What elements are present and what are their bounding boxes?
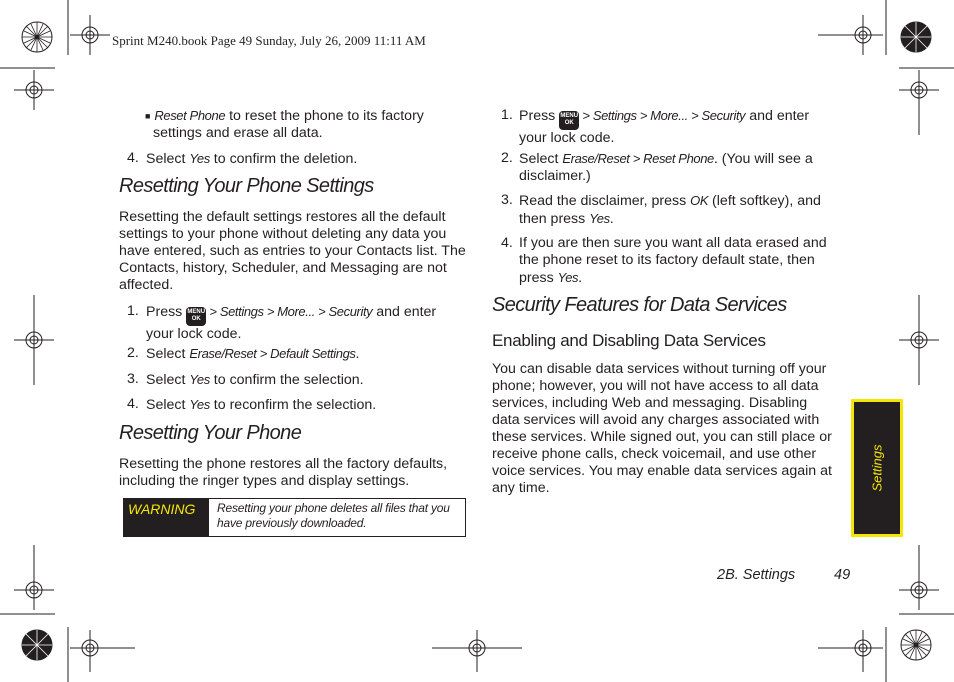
para-line: have entered, such as entries to your Contacts list. The [119, 243, 466, 259]
step-post: and enter [372, 304, 437, 320]
bullet-text-1: to reset the phone to its factory [225, 108, 424, 124]
step-post: (left softkey), and [708, 193, 821, 209]
warning-box [123, 498, 466, 537]
para-line: any time. [492, 480, 550, 496]
para-line: phone; however, you will not have access to all data [492, 378, 819, 394]
bullet-icon: ■ [145, 111, 151, 121]
step-post: to confirm the selection. [209, 372, 364, 388]
para-line: Resetting the default settings restores all the default [119, 209, 446, 225]
step-number: 1. [127, 303, 139, 319]
step-number: 1. [501, 107, 513, 123]
step-number: 4. [127, 396, 139, 412]
step-term: Yes [557, 270, 579, 285]
step-post: . [355, 346, 360, 362]
step-term: Erase/Reset > Reset Phone [562, 151, 714, 166]
page-number: 49 [834, 567, 851, 583]
settings-step-4 [127, 396, 377, 413]
footer-section: 2B. Settings [717, 567, 796, 583]
step-line2: the phone reset to its factory default state, then [519, 252, 815, 268]
step-line3: press [519, 270, 558, 286]
step-post: . [578, 270, 583, 286]
para-line: voice services. You may enable data services again at [492, 463, 832, 479]
step-term: Yes [189, 372, 210, 387]
step-line2: your lock code. [519, 130, 615, 146]
menu-path: > Settings > More... > Security [579, 108, 746, 123]
section-paragraph-data [492, 361, 832, 497]
data-step-1 [501, 107, 810, 146]
section-paragraph-settings [119, 209, 466, 294]
side-tab [851, 399, 903, 537]
book-header: Sprint M240.book Page 49 Sunday, July 26, 2009 11:11 AM [112, 33, 426, 48]
step-pre: Read the disclaimer, press [519, 193, 691, 209]
step-pre: Press [146, 304, 187, 320]
bullet-term: Reset Phone [154, 108, 226, 123]
step-line2: disclaimer.) [519, 168, 591, 184]
step-number: 3. [501, 192, 513, 208]
para-line: Resetting the phone restores all the factory defaults, [119, 456, 448, 472]
settings-step-2 [127, 345, 360, 362]
step-pre: Select [519, 151, 563, 167]
para-line: services, including Web and messaging. Disabling [492, 395, 808, 411]
step-post: . [609, 211, 614, 227]
menu-ok-key-icon: MENU OK [559, 111, 579, 130]
settings-step-1 [127, 303, 437, 342]
step-line1: If you are then sure you want all data erased and [519, 235, 827, 251]
step-line2: your lock code. [146, 326, 242, 342]
step-line2: then press [519, 211, 590, 227]
step-pre: Press [519, 108, 560, 124]
step-pre: Select [146, 372, 190, 388]
warning-label: WARNING [124, 499, 209, 536]
para-line: Contacts, history, Scheduler, and Messaging are not [119, 260, 447, 276]
data-step-3 [501, 192, 821, 227]
step-4-delete [127, 150, 358, 167]
step-number: 3. [127, 371, 139, 387]
step-term: OK [690, 193, 709, 208]
step-post: . (You will see a [713, 151, 813, 167]
para-line: these services. While signed out, you can still place or [492, 429, 832, 445]
para-line: settings to your phone without deleting any data you [119, 226, 447, 242]
step-pre: Select [146, 346, 190, 362]
warning-message: Resetting your phone deletes all files that you have previously downloaded. [217, 501, 450, 530]
step-pre: Select [146, 151, 190, 167]
step-number: 4. [127, 150, 139, 166]
bullet-text-2: settings and erase all data. [153, 125, 323, 141]
step-pre: Select [146, 397, 190, 413]
subheading-enable-disable: Enabling and Disabling Data Services [492, 331, 766, 350]
para-line: including the ringer types and display settings. [119, 473, 410, 489]
step-number: 4. [501, 235, 513, 251]
section-paragraph-phone [119, 456, 447, 490]
para-line: receive phone calls, check voicemail, and use other [492, 446, 817, 462]
settings-step-3 [127, 371, 364, 388]
step-number: 2. [127, 345, 139, 361]
section-heading-settings: Resetting Your Phone Settings [119, 175, 374, 197]
step-term: Yes [589, 211, 610, 226]
para-line: data services will avoid any charges associated with [492, 412, 820, 428]
step-number: 2. [501, 150, 513, 166]
menu-path: > Settings > More... > Security [206, 304, 373, 319]
step-post: and enter [745, 108, 810, 124]
section-heading-data-services: Security Features for Data Services [492, 294, 787, 316]
step-term: Yes [189, 397, 210, 412]
step-post: to confirm the deletion. [209, 151, 358, 167]
data-step-4 [501, 235, 827, 286]
step-post: to reconfirm the selection. [209, 397, 377, 413]
step-term: Yes [189, 151, 210, 166]
para-line: affected. [119, 277, 174, 293]
step-term: Erase/Reset > Default Settings [189, 346, 356, 361]
para-line: You can disable data services without turning off your [492, 361, 827, 377]
data-step-2 [501, 150, 813, 184]
bullet-reset-phone [145, 107, 445, 142]
side-tab-label: Settings [869, 444, 885, 492]
section-heading-phone: Resetting Your Phone [119, 422, 302, 444]
menu-ok-key-icon: MENU OK [186, 307, 206, 326]
